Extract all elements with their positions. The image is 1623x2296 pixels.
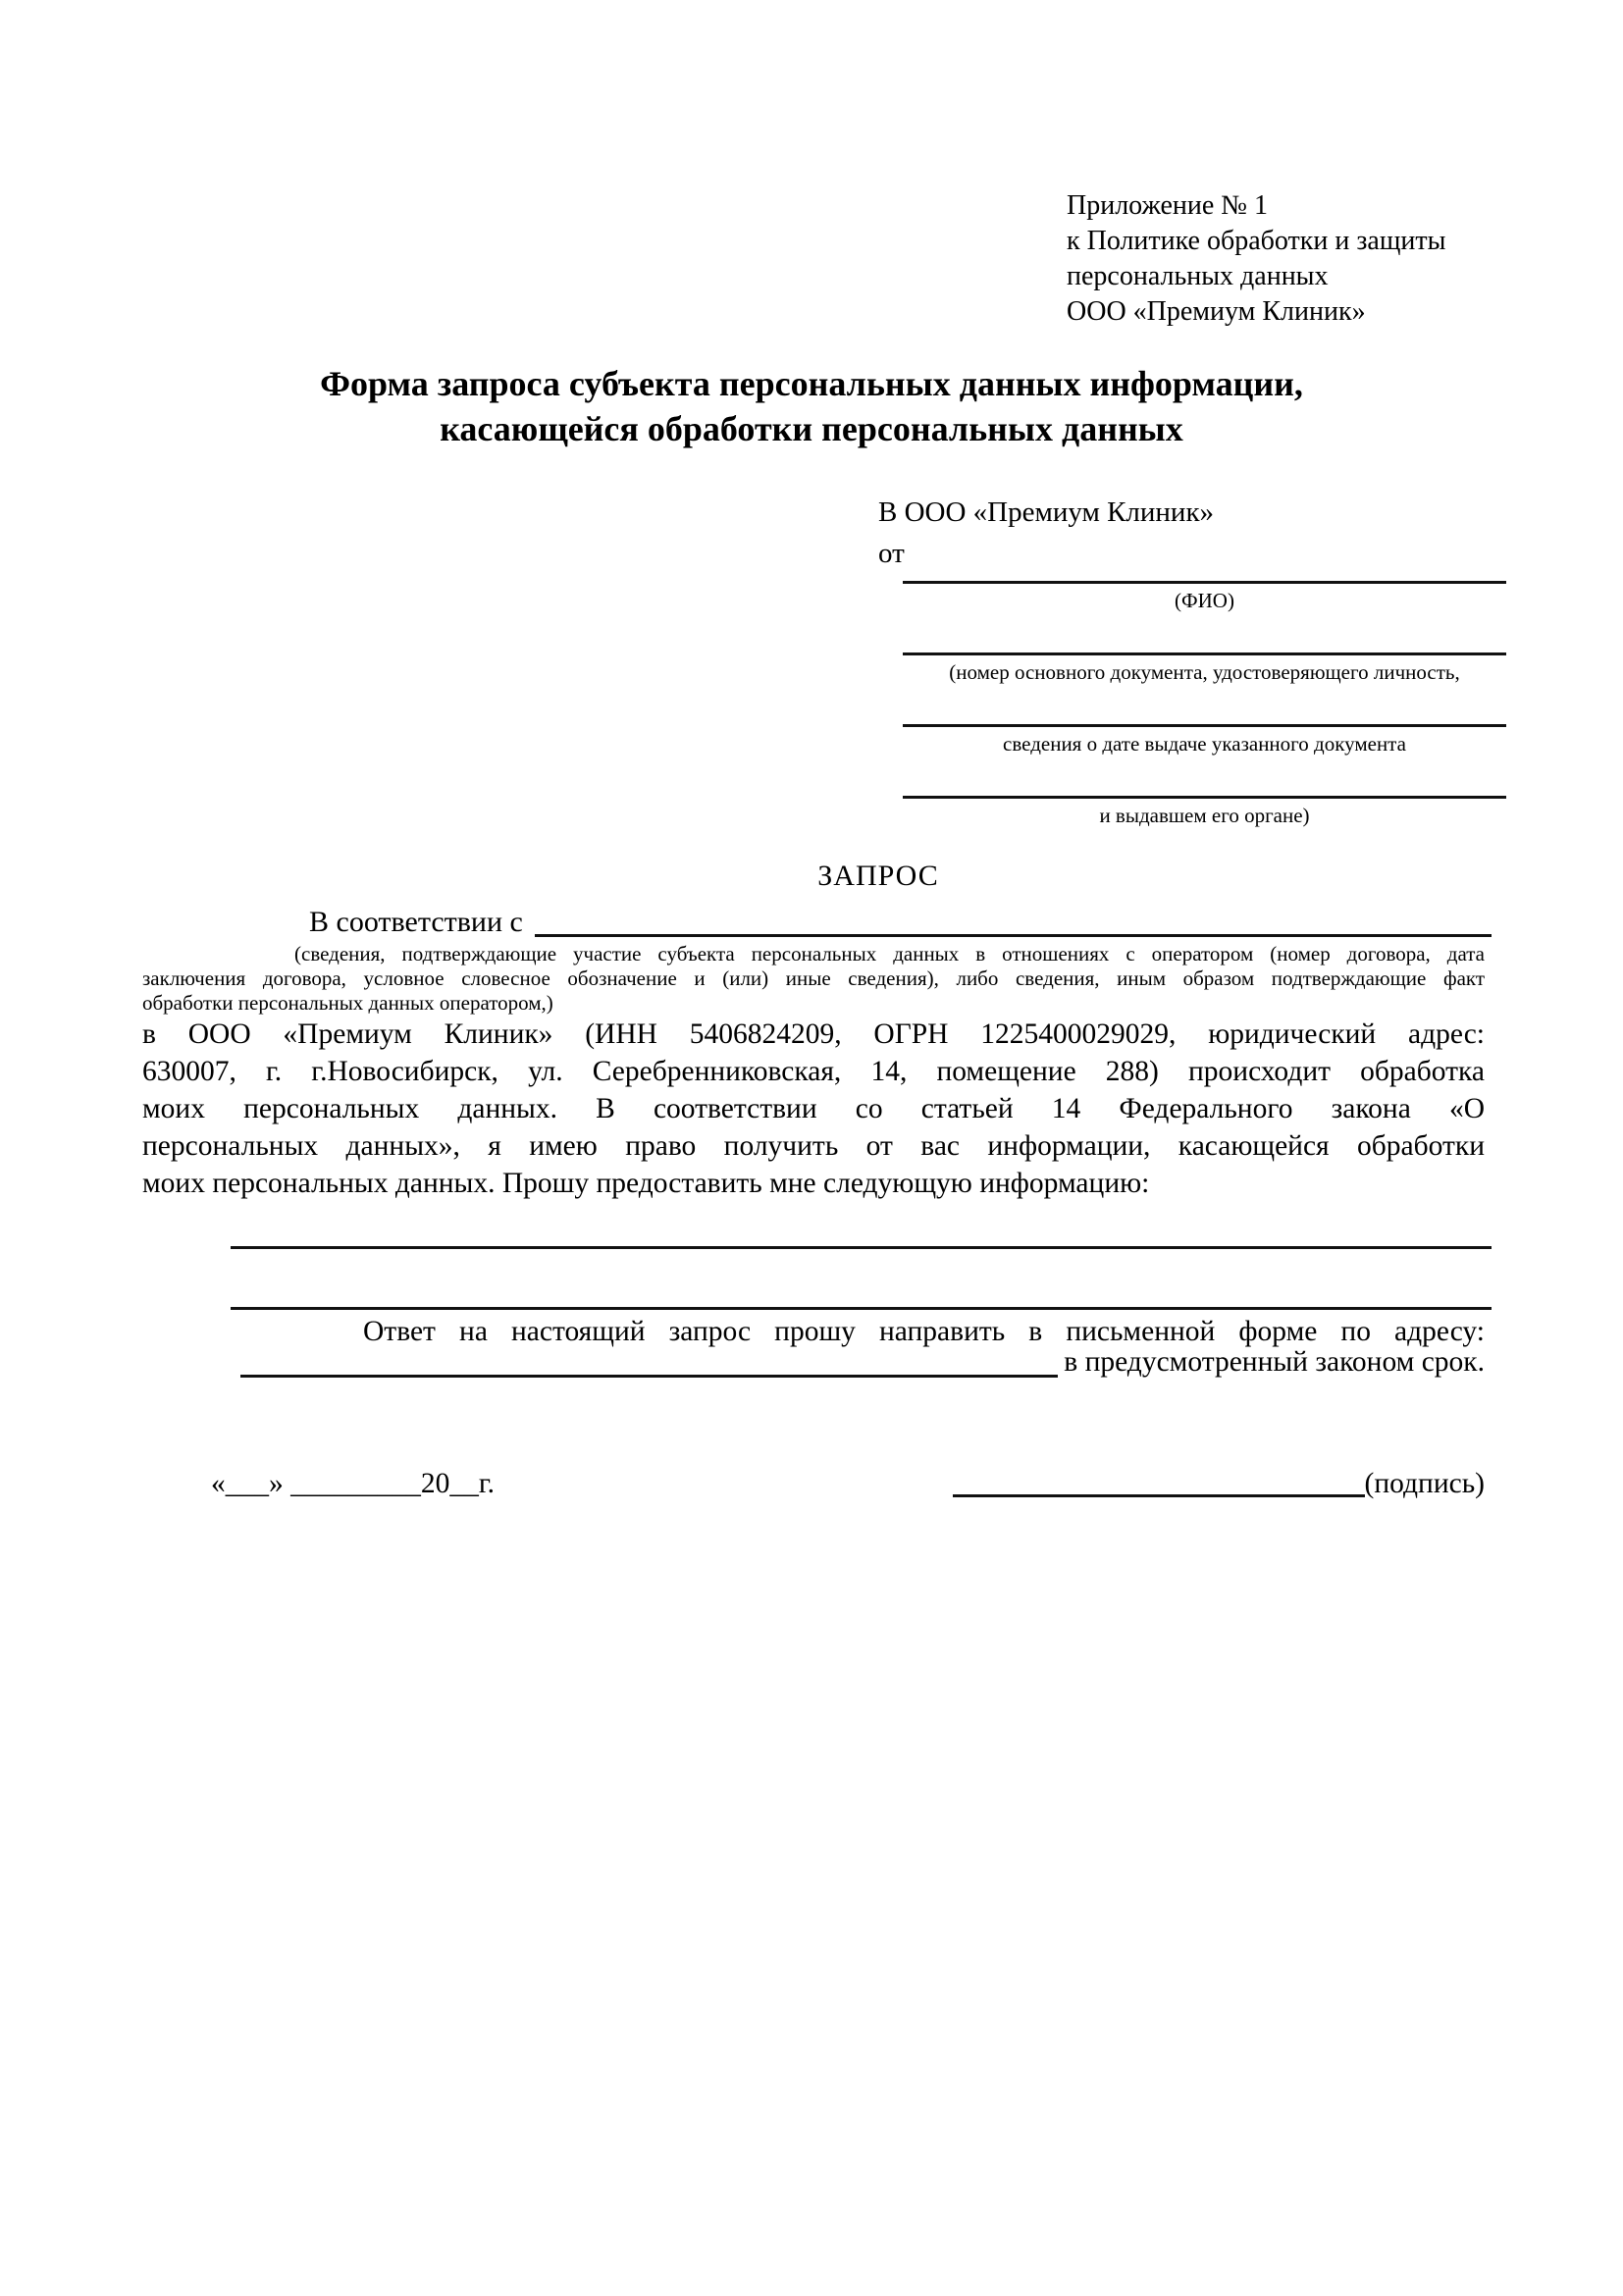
- body-line-4: персональных данных», я имею право получить от вас информации, касающейся обработки: [142, 1130, 1485, 1162]
- reply-address-blank-line: [240, 1344, 1058, 1378]
- header-line-3: персональных данных: [1067, 261, 1329, 291]
- footer-row: [211, 1466, 1485, 1501]
- caption-fio: (ФИО): [1175, 589, 1234, 612]
- form-title-line-1: Форма запроса субъекта персональных данных информации,: [320, 364, 1303, 403]
- intro-text: В соответствии с: [309, 906, 523, 938]
- addressee-to: В ООО «Премиум Клиник»: [878, 496, 1215, 528]
- footnote: [142, 942, 1485, 1016]
- footnote-line-1: (сведения, подтверждающие участие субъекта персональных данных в отношениях с оператором (номер договора, дата: [294, 942, 1485, 965]
- header-line-4: ООО «Премиум Клиник»: [1067, 296, 1366, 327]
- reply-address-row: [240, 1344, 1485, 1380]
- request-heading: ЗАПРОС: [817, 860, 939, 892]
- body-line-5: моих персональных данных. Прошу предоставить мне следующую информацию:: [142, 1168, 1150, 1199]
- blank-line-document-number: [903, 652, 1506, 655]
- caption-issue-date: сведения о дате выдаче указанного документа: [1003, 732, 1406, 756]
- signature-caption: (подпись): [1364, 1468, 1485, 1499]
- body-paragraph: [142, 1016, 1485, 1202]
- header-line-1: Приложение № 1: [1067, 190, 1268, 221]
- form-title: [0, 361, 1623, 451]
- caption-document-number: (номер основного документа, удостоверяющего личность,: [949, 660, 1460, 684]
- date-field: «___» _________20__г.: [211, 1468, 496, 1499]
- reply-suffix: в предусмотренный законом срок.: [1064, 1346, 1485, 1378]
- body-line-1: в ООО «Премиум Клиник» (ИНН 5406824209, ОГРН 1225400029029, юридический адрес:: [142, 1018, 1485, 1050]
- reply-line: Ответ на настоящий запрос прошу направить в письменной форме по адресу:: [363, 1316, 1485, 1347]
- blank-line-issue-date: [903, 724, 1506, 727]
- addressee-from: от: [878, 538, 905, 569]
- intro-row: [142, 905, 1492, 940]
- appendix-header: [1067, 188, 1445, 330]
- form-title-line-2: касающейся обработки персональных данных: [440, 409, 1183, 448]
- blank-line-fio: [903, 581, 1506, 584]
- info-blank-line-1: [231, 1246, 1492, 1249]
- header-line-2: к Политике обработки и защиты: [1067, 226, 1446, 256]
- caption-issuing-authority: и выдавшем его органе): [1099, 804, 1310, 827]
- signature-group: [953, 1466, 1485, 1501]
- footnote-line-2: заключения договора, условное словесное обозначение и (или) иные сведения), либо сведения, иным образом подтверждающие факт: [142, 966, 1485, 990]
- body-line-3: моих персональных данных. В соответствии со статьей 14 Федерального закона «О: [142, 1093, 1485, 1124]
- blank-line-issuing-authority: [903, 796, 1506, 799]
- body-line-2: 630007, г. г.Новосибирск, ул. Серебренниковская, 14, помещение 288) происходит обработка: [142, 1056, 1485, 1087]
- info-blank-line-2: [231, 1307, 1492, 1310]
- intro-blank-line: [535, 905, 1492, 937]
- signature-blank-line: [953, 1466, 1365, 1497]
- footnote-line-3: обработки персональных данных оператором,): [142, 991, 553, 1015]
